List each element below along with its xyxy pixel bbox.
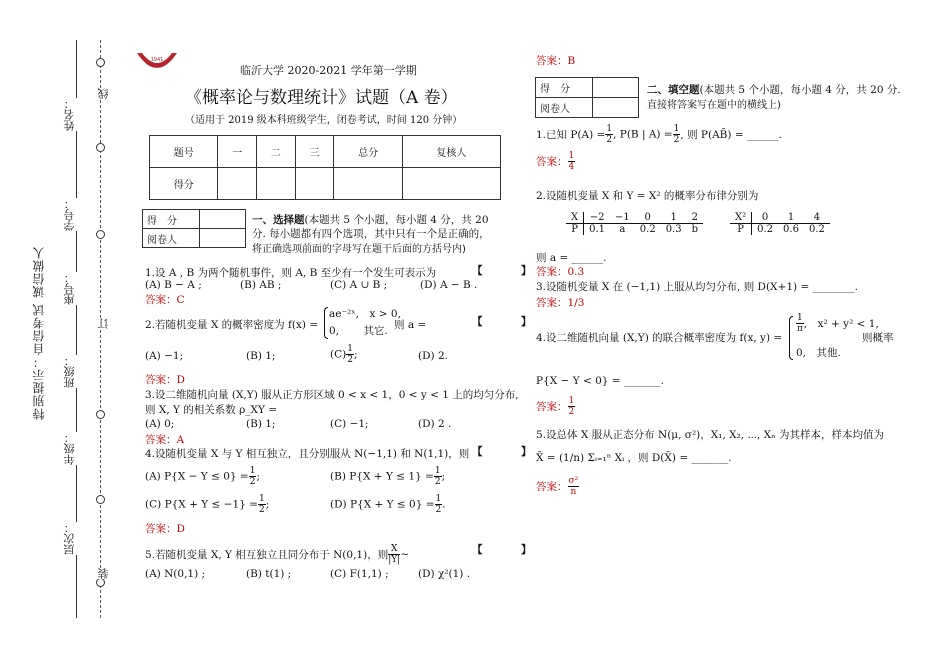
answer-prefix: 答案： (536, 297, 568, 309)
fraction (258, 494, 266, 515)
table-cell: 2 (691, 212, 698, 223)
denominator: n (570, 487, 577, 497)
f1-stem-c: , 则 P(AB̄) = ______. (680, 129, 782, 141)
q2-stem: 2.若随机变量 X 的概率密度为 f(x) = (145, 319, 319, 331)
q4-option-d: (D) P{X + Y ≤ 0} = $\frac{1}{2}$ . (330, 494, 446, 515)
grader-score-cell[interactable] (200, 210, 246, 229)
score-table (149, 135, 501, 200)
table-cell: X² (730, 212, 752, 224)
denominator: 2 (347, 355, 353, 365)
section2-title (647, 82, 901, 97)
table-cell: 0.2 (808, 224, 825, 235)
q3-stem1: 3.设二维随机向量 (X,Y) 服从正方形区域 0 < x < 1，0 < y < 1 上的均匀分布, (145, 389, 519, 401)
fraction (249, 466, 257, 487)
score-header-cell: 二 (257, 136, 296, 168)
q1-option-c: (C) A ∪ B ; (330, 279, 388, 291)
class-label: 班级： (63, 355, 76, 388)
q4-option-a-text: (A) P{X − Y ≤ 0} = (145, 470, 249, 483)
denominator: 2 (673, 135, 680, 145)
f2-then: 则 a = ______. (536, 252, 607, 264)
table-cell: 0 (761, 212, 769, 223)
q5-answer-bracket[interactable]: 【 】 (472, 544, 546, 556)
binding-hole (96, 495, 105, 504)
table-cell: 4 (813, 212, 821, 223)
section1-title (252, 212, 489, 227)
q2-option-a: (A) −1; (145, 350, 184, 362)
q4-option-c: (C) P{X + Y ≤ −1} = $\frac{1}{2}$ ; (145, 494, 270, 515)
q5-tilde: ~ (400, 548, 410, 561)
binding-hole (96, 143, 105, 152)
seat-label: 座号： (63, 272, 76, 305)
exam-title: 《概率论与数理统计》试题（A 卷） (185, 88, 458, 108)
score-cell[interactable] (402, 168, 500, 200)
table-cell: 0.2 (639, 224, 656, 235)
f5-answer (536, 476, 579, 497)
exam-subtitle: （适用于 2019 级本科班级学生，闭卷考试，时间 120 分钟） (185, 115, 463, 126)
section1-desc2: 分. 每小题都有四个选项，其中只有一个是正确的， (252, 228, 490, 240)
fraction (568, 476, 580, 497)
grader-reviewer-label: 阅卷人 (536, 98, 593, 118)
section2-heading: 二、填空题 (647, 84, 700, 96)
f3-stem: 3.设随机变量 X 在 (−1,1) 上服从均匀分布, 则 D(X+1) = ________. (536, 281, 858, 293)
denominator: |Y| (388, 555, 401, 565)
answer-prefix: 答案： (536, 266, 568, 278)
q2-option-d: (D) 2. (418, 350, 448, 362)
q5-option-b: (B) t(1) ; (246, 568, 292, 580)
logo-caption: LINYI UNIVERSITY (142, 67, 172, 71)
table-cell: b (691, 224, 698, 235)
q5-option-c: (C) F(1,1) ; (330, 568, 389, 580)
numerator: 1 (249, 466, 256, 476)
q5-option-d: (D) χ²(1) . (418, 568, 471, 580)
q1-option-b: (B) AB ; (240, 279, 282, 291)
denominator: 2 (434, 477, 441, 487)
q1-answer-value: C (176, 294, 185, 306)
q1-option-d: (D) A − B . (420, 279, 478, 291)
table-cell: −2 (589, 212, 605, 223)
university-term: 临沂大学 2020-2021 学年第一学期 (240, 64, 417, 77)
q2-option-b: (B) 1; (246, 350, 276, 362)
q4-answer (145, 521, 185, 536)
fraction (434, 466, 442, 487)
score-header-cell: 复核人 (402, 136, 500, 168)
fraction (388, 544, 400, 565)
table-cell: 0.2 (757, 224, 774, 235)
score-cell[interactable] (334, 168, 402, 200)
table-cell: 1 (670, 212, 677, 223)
answer-prefix: 答案： (536, 55, 568, 67)
q4-option-c-text: (C) P{X + Y ≤ −1} = (145, 498, 258, 511)
table-cell: X (566, 212, 584, 224)
section2-desc1: (本题共 5 个小题，每小题 4 分，共 20 分. (699, 84, 901, 96)
q4-option-b-text: (B) P{X + Y ≤ 1} = (330, 470, 434, 483)
section1-desc3: 将正确选项前面的字母写在题干后面的方括号内) (252, 244, 466, 255)
numerator: σ² (568, 476, 579, 486)
fraction (568, 396, 576, 417)
level-label: 层次： (63, 522, 76, 555)
score-header-cell: 三 (295, 136, 334, 168)
x-distribution-table (566, 212, 703, 235)
q4-option-a: (A) P{X − Y ≤ 0} = $\frac{1}{2}$ ; (145, 466, 260, 487)
f4-stem: 4.设二维随机向量 (X,Y) 的联合概率密度为 f(x, y) = (536, 332, 783, 344)
answer-prefix: 答案： (536, 401, 568, 413)
f1-stem (536, 124, 782, 145)
ding-mark: 订 (97, 318, 110, 329)
table-cell: 0 (644, 212, 651, 223)
q2-answer-value: D (176, 374, 185, 386)
grade-label: 年级： (63, 432, 76, 465)
f4-case2: 0, 其他. (796, 347, 841, 359)
previous-page-answer (536, 53, 575, 68)
fraction (605, 124, 613, 145)
numerator: 1 (673, 124, 680, 134)
answer-prefix: 答案： (536, 481, 568, 493)
binding-hole (96, 578, 105, 587)
q3-answer (145, 432, 184, 447)
f4-stem-post: 则概率 (862, 332, 894, 344)
q1-stem: 1.设 A , B 为两个随机事件，则 A, B 至少有一个发生可表示为 (145, 267, 437, 279)
fraction (435, 494, 443, 515)
q5-option-a: (A) N(0,1) ; (145, 568, 206, 580)
q2-case2: 0, 其它. (329, 325, 388, 337)
q1-answer (145, 292, 185, 307)
denominator: 2 (258, 505, 265, 515)
numerator: X (388, 544, 400, 555)
f2-answer-value: 0.3 (567, 266, 585, 278)
table-cell: 0.3 (665, 224, 682, 235)
binding-hole (96, 410, 105, 419)
grader-score-label: 得 分 (536, 78, 593, 98)
q3-option-d: (D) 2 . (418, 418, 452, 430)
table-cell: 1 (787, 212, 795, 223)
q2-option-c-label: (C) (330, 348, 347, 361)
denominator: 2 (568, 407, 575, 417)
denominator: 2 (249, 477, 256, 487)
grader-box-1 (142, 209, 246, 248)
integrity-warning: 特别提示：自信考试 诚信做人 (32, 246, 46, 420)
score-header-cell: 总分 (334, 136, 402, 168)
section2-desc2: 直接将答案写在题中的横线上) (647, 100, 781, 111)
table-cell: a (619, 224, 626, 235)
f2-answer (536, 264, 584, 279)
q2-answer (145, 372, 185, 387)
q3-option-a: (A) 0; (145, 418, 175, 430)
fraction (346, 344, 354, 365)
answer-prefix: 答案： (145, 434, 177, 446)
f3-answer-value: 1/3 (567, 297, 585, 309)
grader-box-2 (535, 77, 639, 118)
table-cell: −1 (615, 212, 630, 223)
score-header-cell: 一 (218, 136, 257, 168)
q2-stem-post: 则 a = (394, 319, 427, 331)
score-header-cell: 题号 (150, 136, 218, 168)
score-row-label: 得分 (150, 168, 218, 200)
table-cell: P (730, 224, 752, 236)
q3-stem2: 则 X, Y 的相关系数 ρ_XY = (145, 404, 278, 416)
f4-answer (536, 396, 575, 417)
q3-option-c: (C) −1; (330, 418, 369, 430)
q1-option-a: (A) B − A ; (145, 279, 202, 291)
fraction (796, 313, 804, 334)
f5-stem: 5.设总体 X 服从正态分布 N(μ, σ²)，X₁, X₂, ⋯, Xₙ 为其样本，样本均值为 (536, 429, 884, 441)
binding-hole (96, 58, 105, 67)
q2-case1: ae⁻²ˣ, x > 0, (329, 308, 401, 320)
q4-stem: 4.设随机变量 X 与 Y 相互独立，且分别服从 N(−1,1) 和 N(1,1)，则 (145, 448, 470, 460)
f3-answer (536, 295, 584, 310)
q5-stem: 5.若随机变量 X, Y 相互独立且同分布于 N(0,1)，则 (145, 549, 389, 561)
answer-prefix: 答案： (145, 294, 177, 306)
q3-answer-value: A (176, 434, 185, 446)
f1-answer (536, 151, 575, 172)
q3-option-b: (B) 1; (246, 418, 276, 430)
q1-answer-bracket[interactable]: 【 】 (472, 265, 546, 277)
table-cell: 0.6 (783, 224, 799, 235)
q4-answer-value: D (176, 523, 185, 535)
numerator: 1 (347, 344, 353, 354)
grader-reviewer-cell[interactable] (200, 229, 246, 248)
score-cell[interactable] (295, 168, 334, 200)
numerator: 1 (258, 494, 265, 504)
f4-brace (789, 316, 793, 360)
numerator: 1 (434, 466, 441, 476)
y-distribution-table (730, 212, 830, 235)
numerator: 1 (568, 396, 575, 406)
score-cell[interactable] (257, 168, 296, 200)
numerator: 1 (435, 494, 442, 504)
logo-year: 1941 (150, 57, 164, 63)
numerator: 1 (568, 151, 575, 161)
section1-desc1: (本题共 5 个小题，每小题 4 分，共 20 (304, 214, 489, 226)
f2-stem: 2.设随机变量 X 和 Y = X² 的概率分布律分别为 (536, 190, 759, 202)
denominator: 2 (606, 135, 613, 145)
q5-stem-row (145, 544, 409, 565)
answer-prefix: 答案： (145, 374, 177, 386)
line-mark: 线 (97, 88, 110, 99)
grader-reviewer-label: 阅卷人 (143, 229, 200, 248)
numerator: 1 (606, 124, 613, 134)
denominator: 2 (435, 505, 442, 515)
f1-stem-a: 1.已知 P(A) = (536, 129, 606, 141)
section1-heading: 一、选择题 (252, 214, 305, 226)
denominator: 4 (568, 162, 575, 172)
f4-case1-tail: , x² + y² < 1, (803, 318, 879, 330)
zhuang-mark: 装 (97, 568, 110, 579)
university-logo (135, 49, 179, 75)
table-cell: 0.1 (589, 224, 606, 235)
student-id-label: 学号： (63, 198, 76, 231)
table-cell: P (566, 224, 584, 236)
q4-option-b: (B) P{X + Y ≤ 1} = $\frac{1}{2}$ ; (330, 466, 446, 487)
fraction (568, 151, 576, 172)
f5-mean: X̄ = (1/n) Σᵢ₌₁ⁿ Xᵢ ，则 D(X̄) = _______. (536, 452, 732, 464)
q2-answer-bracket[interactable]: 【 】 (472, 316, 546, 328)
denominator: π (796, 324, 803, 334)
f4-prob: P{X − Y < 0} = _______. (536, 375, 665, 387)
score-cell[interactable] (218, 168, 257, 200)
name-label: 姓名： (63, 98, 76, 131)
numerator: 1 (797, 313, 803, 323)
q4-answer-bracket[interactable]: 【 】 (472, 446, 546, 458)
grader-score-cell[interactable] (593, 78, 639, 98)
q4-option-d-text: (D) P{X + Y ≤ 0} = (330, 498, 435, 511)
binding-hole (96, 230, 105, 239)
q2-option-c: (C) $\frac{1}{2}$ ; (330, 344, 358, 365)
answer-prefix: 答案： (145, 523, 177, 535)
grader-score-label: 得 分 (143, 210, 200, 229)
grader-reviewer-cell[interactable] (593, 98, 639, 118)
answer-prefix: 答案： (536, 156, 568, 168)
f1-stem-b: , P(B | A) = (613, 128, 673, 141)
q2-brace (324, 307, 328, 339)
previous-answer-value: B (567, 55, 576, 67)
